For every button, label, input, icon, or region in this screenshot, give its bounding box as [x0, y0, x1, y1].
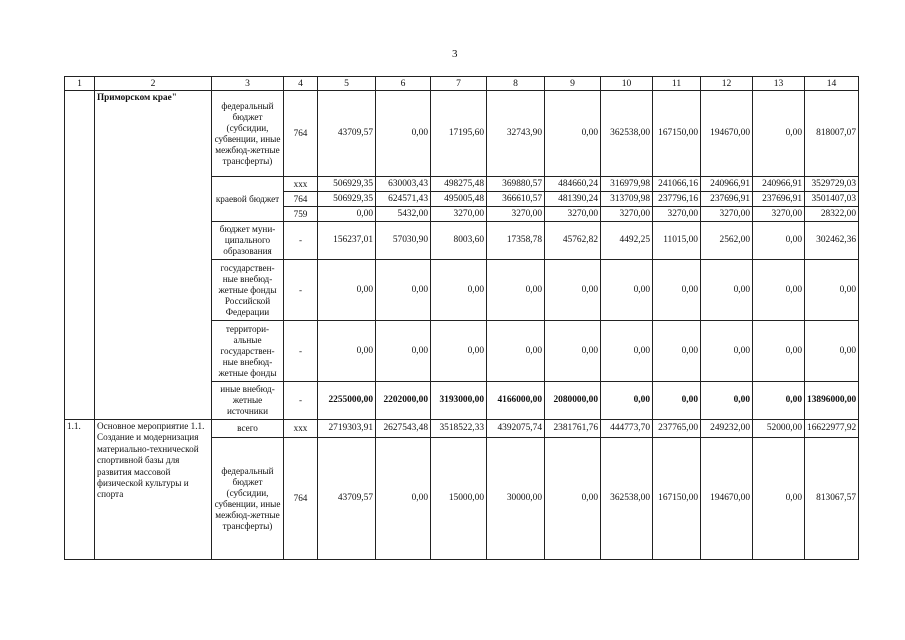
header-cell: 3: [212, 77, 284, 91]
value-cell: 240966,91: [701, 177, 753, 192]
value-cell: 0,00: [318, 207, 376, 222]
value-cell: 5432,00: [376, 207, 431, 222]
table-row: [65, 91, 859, 177]
code-cell: -: [284, 321, 318, 382]
value-cell: 0,00: [753, 438, 805, 560]
value-cell: 0,00: [318, 321, 376, 382]
code-cell: xxx: [284, 420, 318, 438]
value-cell: 3501407,03: [805, 192, 859, 207]
value-cell: 0,00: [601, 321, 653, 382]
value-cell: 0,00: [487, 321, 545, 382]
value-cell: 0,00: [376, 260, 431, 321]
source-label-cell: федеральный бюджет (субсидии, субвенции, иные межбюд-жетные трансферты): [212, 438, 284, 560]
value-cell: 0,00: [753, 321, 805, 382]
value-cell: 0,00: [805, 260, 859, 321]
header-cell: 2: [95, 77, 212, 91]
header-cell: 4: [284, 77, 318, 91]
value-cell: 0,00: [753, 382, 805, 420]
value-cell: 0,00: [545, 321, 601, 382]
value-cell: 4492,25: [601, 222, 653, 260]
value-cell: 52000,00: [753, 420, 805, 438]
value-cell: 17195,60: [431, 91, 487, 177]
header-cell: 9: [545, 77, 601, 91]
value-cell: 0,00: [601, 382, 653, 420]
value-cell: 813067,57: [805, 438, 859, 560]
header-cell: 11: [653, 77, 701, 91]
value-cell: 2719303,91: [318, 420, 376, 438]
source-label-cell: краевой бюджет: [212, 177, 284, 222]
value-cell: 498275,48: [431, 177, 487, 192]
value-cell: 0,00: [701, 382, 753, 420]
measure-name-cell: Приморском крае": [95, 91, 212, 420]
header-cell: 5: [318, 77, 376, 91]
value-cell: 3518522,33: [431, 420, 487, 438]
code-cell: 759: [284, 207, 318, 222]
value-cell: 30000,00: [487, 438, 545, 560]
value-cell: 43709,57: [318, 91, 376, 177]
value-cell: 156237,01: [318, 222, 376, 260]
row-number-cell: [65, 91, 95, 420]
value-cell: 237696,91: [701, 192, 753, 207]
value-cell: 13896000,00: [805, 382, 859, 420]
value-cell: 2381761,76: [545, 420, 601, 438]
budget-table: [64, 76, 859, 560]
code-cell: 764: [284, 192, 318, 207]
value-cell: 11015,00: [653, 222, 701, 260]
value-cell: 240966,91: [753, 177, 805, 192]
value-cell: 0,00: [545, 91, 601, 177]
value-cell: 313709,98: [601, 192, 653, 207]
source-label-cell: иные внебюд-жетные источники: [212, 382, 284, 420]
table-row: [65, 420, 859, 438]
value-cell: 0,00: [753, 91, 805, 177]
value-cell: 3270,00: [653, 207, 701, 222]
header-cell: 1: [65, 77, 95, 91]
value-cell: 194670,00: [701, 438, 753, 560]
value-cell: 0,00: [805, 321, 859, 382]
value-cell: 0,00: [376, 321, 431, 382]
code-cell: -: [284, 222, 318, 260]
value-cell: 506929,35: [318, 192, 376, 207]
value-cell: 0,00: [545, 260, 601, 321]
value-cell: 3270,00: [601, 207, 653, 222]
value-cell: 3529729,03: [805, 177, 859, 192]
value-cell: 2627543,48: [376, 420, 431, 438]
header-cell: 8: [487, 77, 545, 91]
header-cell: 6: [376, 77, 431, 91]
source-label-cell: федеральный бюджет (субсидии, субвенции, иные межбюд-жетные трансферты): [212, 91, 284, 177]
value-cell: 316979,98: [601, 177, 653, 192]
value-cell: 630003,43: [376, 177, 431, 192]
value-cell: 0,00: [431, 260, 487, 321]
value-cell: 3270,00: [753, 207, 805, 222]
value-cell: 57030,90: [376, 222, 431, 260]
code-cell: 764: [284, 91, 318, 177]
value-cell: 3270,00: [701, 207, 753, 222]
header-row: [65, 77, 859, 91]
value-cell: 2562,00: [701, 222, 753, 260]
value-cell: 302462,36: [805, 222, 859, 260]
value-cell: 237696,91: [753, 192, 805, 207]
value-cell: 167150,00: [653, 438, 701, 560]
value-cell: 3270,00: [487, 207, 545, 222]
source-label-cell: всего: [212, 420, 284, 438]
value-cell: 0,00: [601, 260, 653, 321]
value-cell: 194670,00: [701, 91, 753, 177]
value-cell: 3193000,00: [431, 382, 487, 420]
source-label-cell: государствен-ные внебюд-жетные фонды Российской Федерации: [212, 260, 284, 321]
row-number-cell: 1.1.: [65, 420, 95, 560]
value-cell: 28322,00: [805, 207, 859, 222]
value-cell: 362538,00: [601, 91, 653, 177]
code-cell: 764: [284, 438, 318, 560]
code-cell: -: [284, 260, 318, 321]
value-cell: 167150,00: [653, 91, 701, 177]
header-cell: 12: [701, 77, 753, 91]
header-cell: 10: [601, 77, 653, 91]
value-cell: 506929,35: [318, 177, 376, 192]
measure-name-cell: Основное мероприятие 1.1. Создание и модернизация материально-технической спортивной базы для развития массовой физической культуры и спорта: [95, 420, 212, 560]
source-label-cell: бюджет муни-ципального образования: [212, 222, 284, 260]
value-cell: 0,00: [653, 260, 701, 321]
value-cell: 0,00: [376, 438, 431, 560]
value-cell: 43709,57: [318, 438, 376, 560]
value-cell: 45762,82: [545, 222, 601, 260]
value-cell: 0,00: [376, 91, 431, 177]
value-cell: 32743,90: [487, 91, 545, 177]
value-cell: 0,00: [318, 260, 376, 321]
value-cell: 0,00: [431, 321, 487, 382]
header-cell: 14: [805, 77, 859, 91]
page-number: 3: [452, 48, 458, 60]
value-cell: 15000,00: [431, 438, 487, 560]
source-label-cell: территори-альные государствен-ные внебюд-жетные фонды: [212, 321, 284, 382]
value-cell: 3270,00: [431, 207, 487, 222]
value-cell: 0,00: [653, 382, 701, 420]
value-cell: 237796,16: [653, 192, 701, 207]
value-cell: 4392075,74: [487, 420, 545, 438]
value-cell: 249232,00: [701, 420, 753, 438]
code-cell: xxx: [284, 177, 318, 192]
header-cell: 7: [431, 77, 487, 91]
value-cell: 0,00: [701, 321, 753, 382]
value-cell: 362538,00: [601, 438, 653, 560]
value-cell: 366610,57: [487, 192, 545, 207]
value-cell: 4166000,00: [487, 382, 545, 420]
value-cell: 624571,43: [376, 192, 431, 207]
code-cell: -: [284, 382, 318, 420]
value-cell: 16622977,92: [805, 420, 859, 438]
value-cell: 0,00: [487, 260, 545, 321]
value-cell: 484660,24: [545, 177, 601, 192]
value-cell: 17358,78: [487, 222, 545, 260]
value-cell: 0,00: [753, 222, 805, 260]
value-cell: 444773,70: [601, 420, 653, 438]
value-cell: 237765,00: [653, 420, 701, 438]
value-cell: 0,00: [653, 321, 701, 382]
value-cell: 0,00: [701, 260, 753, 321]
value-cell: 2255000,00: [318, 382, 376, 420]
value-cell: 369880,57: [487, 177, 545, 192]
value-cell: 481390,24: [545, 192, 601, 207]
value-cell: 8003,60: [431, 222, 487, 260]
value-cell: 0,00: [545, 438, 601, 560]
value-cell: 495005,48: [431, 192, 487, 207]
value-cell: 3270,00: [545, 207, 601, 222]
header-cell: 13: [753, 77, 805, 91]
value-cell: 818007,07: [805, 91, 859, 177]
value-cell: 0,00: [753, 260, 805, 321]
value-cell: 2080000,00: [545, 382, 601, 420]
value-cell: 241066,16: [653, 177, 701, 192]
value-cell: 2202000,00: [376, 382, 431, 420]
